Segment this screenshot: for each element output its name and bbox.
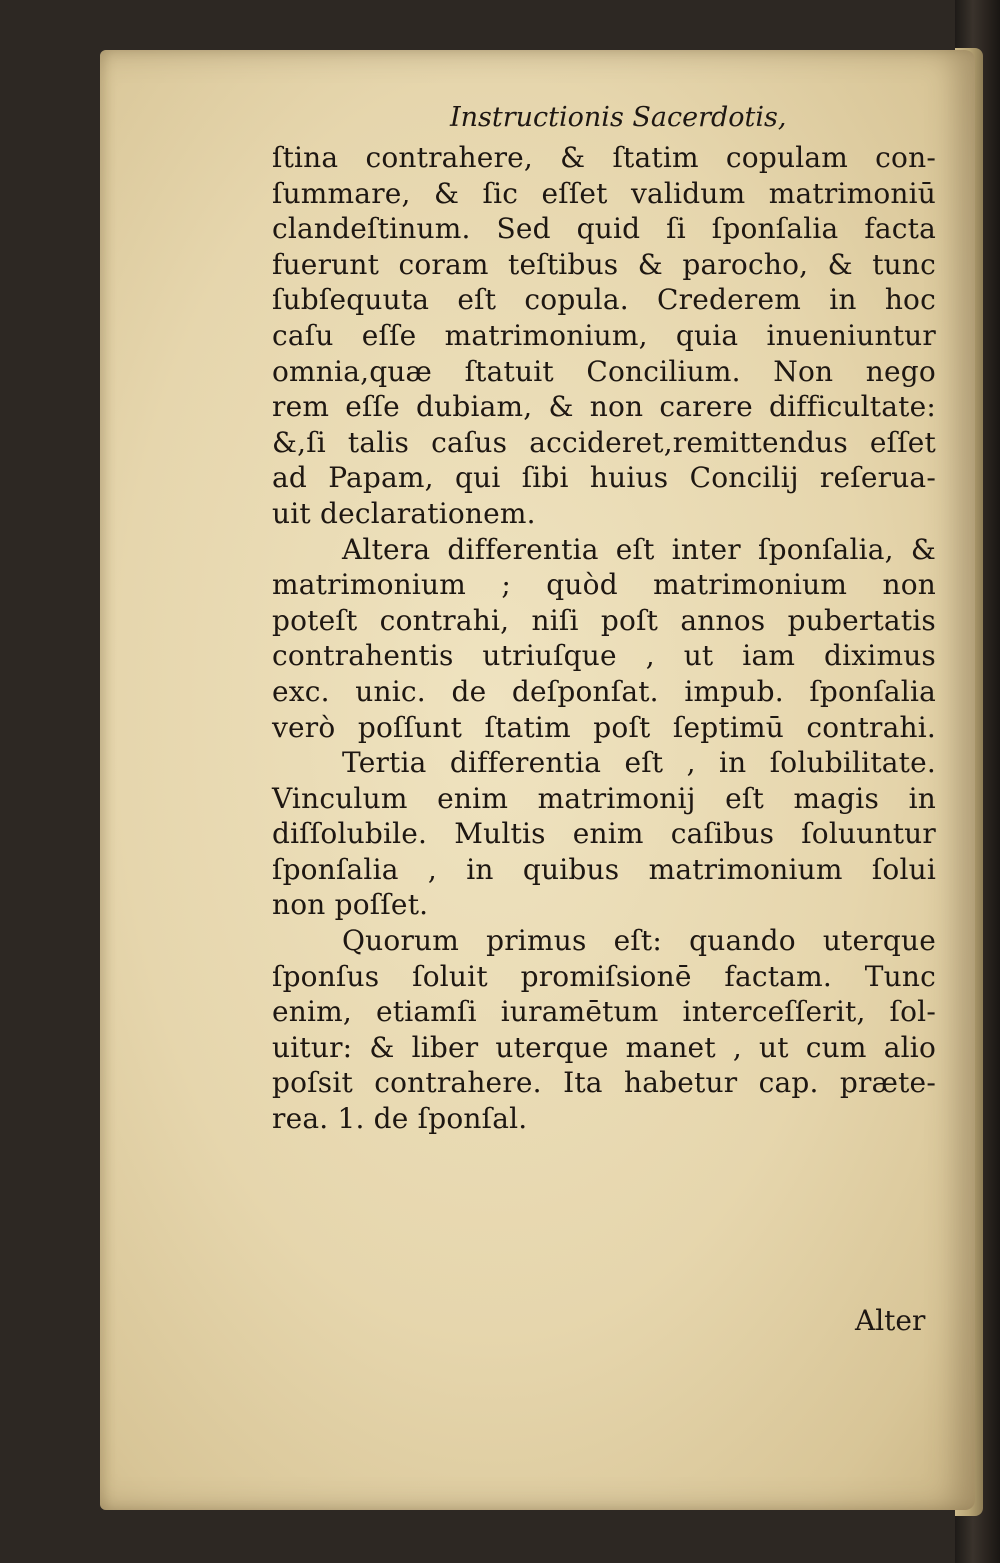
text-line: omnia,quæ ſtatuit Concilium. Non nego [272,354,936,388]
text-line: poſsit contrahere. Ita habetur cap. præte- [272,1066,936,1100]
text-line: ſubſequuta eſt copula. Crederem in hoc [272,283,936,317]
text-line: rem eſſe dubiam, & non carere difficultate: [272,390,936,424]
body-text [272,140,936,1137]
text-line: exc. unic. de deſponſat. impub. ſponſalia [272,674,936,708]
text-line: fuerunt coram teſtibus & parocho, & tunc [272,247,936,281]
text-line: ad Papam, qui ſibi huius Concilij reſerua- [272,461,936,495]
text-line: Altera differentia eſt inter ſponſalia, & [342,532,936,566]
text-line: verò poſſunt ſtatim poſt ſeptimū contrahi. [272,710,936,744]
text-line: matrimonium ; quòd matrimonium non [272,568,936,602]
text-line: diſſolubile. Multis enim caſibus ſoluuntur [272,817,936,851]
adjacent-page-fragments [986,360,1000,1360]
text-line: Tertia differentia eſt , in ſolubilitate. [342,746,936,780]
text-line: enim, etiamſi iuramētum interceſſerit, ſol- [272,995,936,1029]
text-line: uitur: & liber uterque manet , ut cum alio [272,1030,936,1064]
text-line: ſponſus ſoluit promiſsionē factam. Tunc [272,959,936,993]
text-line: ſummare, & ſic eſſet validum matrimoniū [272,176,936,210]
catchword: Alter [855,1304,926,1337]
text-line: Vinculum enim matrimonij eſt magis in [272,781,936,815]
text-line: contrahentis utriuſque , ut iam diximus [272,639,936,673]
text-line: non poſſet. [272,888,429,922]
text-line: &,ſi talis caſus accideret,remittendus eſſet [272,425,936,459]
text-line: poteſt contrahi, niſi poſt annos pubertatis [272,603,936,637]
text-line: clandeſtinum. Sed quid ſi ſponſalia facta [272,212,936,246]
running-head: Instructionis Sacerdotis, [450,102,787,133]
text-line: ſtina contrahere, & ſtatim copulam con- [272,141,936,174]
text-line: caſu eſſe matrimonium, quia inueniuntur [272,318,936,352]
text-line: rea. 1. de ſponſal. [272,1102,528,1136]
text-line: ſponſalia , in quibus matrimonium ſolui [272,852,936,886]
text-line: Quorum primus eſt: quando uterque [342,924,936,958]
text-line: uit declarationem. [272,496,536,530]
